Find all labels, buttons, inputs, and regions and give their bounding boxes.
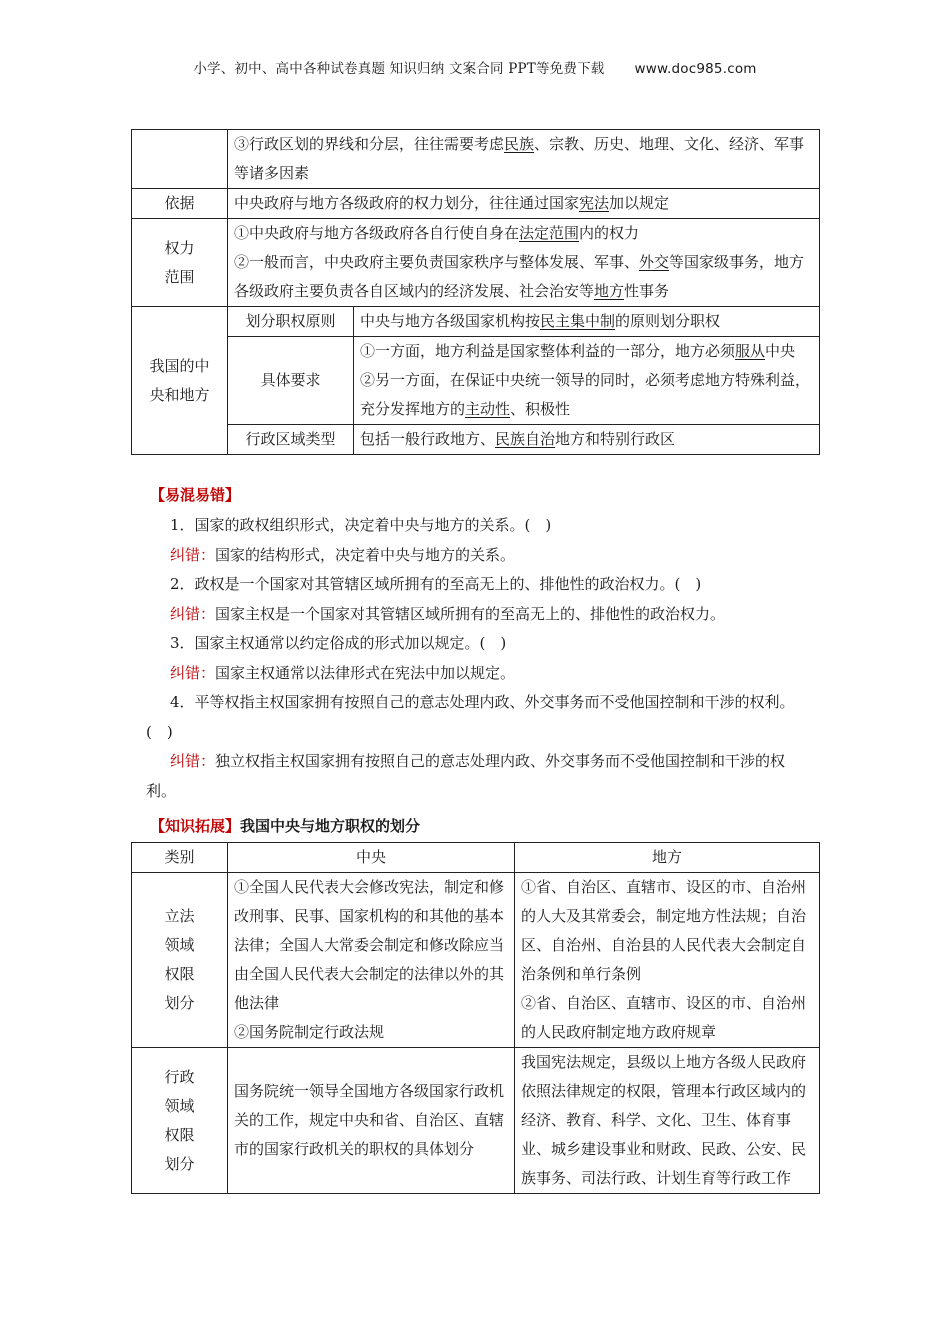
col-local: 地方 xyxy=(515,843,820,873)
basis-label: 依据 xyxy=(132,189,228,219)
scope-label: 权力 范围 xyxy=(132,219,228,307)
administrative-central: 国务院统一领导全国地方各级国家行政机关的工作，规定中央和省、自治区、直辖市的国家行政机关的职权的具体划分 xyxy=(228,1048,515,1194)
question-3: 3．国家主权通常以约定俗成的形式加以规定。( ) xyxy=(170,634,507,652)
question-1: 1．国家的政权组织形式，决定着中央与地方的关系。( ) xyxy=(170,516,552,534)
basis-cell: 中央政府与地方各级政府的权力划分，往往通过国家宪法加以规定 xyxy=(228,189,820,219)
col-central: 中央 xyxy=(228,843,515,873)
table-row xyxy=(132,189,820,219)
region-type-cell: 包括一般行政地方、民族自治地方和特别行政区 xyxy=(354,425,820,455)
page-header xyxy=(0,57,950,77)
question-4: 4．平等权指主权国家拥有按照自己的意志处理内政、外交事务而不受他国控制和干涉的权利。( ) xyxy=(146,693,795,741)
col-category: 类别 xyxy=(132,843,228,873)
table-row xyxy=(132,425,820,455)
division-table xyxy=(131,842,820,1194)
administrative-local: 我国宪法规定，县级以上地方各级人民政府依照法律规定的权限，管理本行政区域内的经济、教育、科学、文化、卫生、体育事业、城乡建设事业和财政、民政、公安、民族事务、司法行政、计划生育等行政工作 xyxy=(515,1048,820,1194)
table-row xyxy=(132,130,820,189)
correction-2: 纠错：国家主权是一个国家对其管辖区域所拥有的至高无上的、排他性的政治权力。 xyxy=(170,604,726,623)
correction-3: 纠错：国家主权通常以法律形式在宪法中加以规定。 xyxy=(170,663,516,682)
correction-4: 纠错：独立权指主权国家拥有按照自己的意志处理内政、外交事务而不受他国控制和干涉的权利。 xyxy=(146,752,786,800)
table-row xyxy=(132,307,820,337)
factors-cell: ③行政区划的界线和分层，往往需要考虑民族、宗教、历史、地理、文化、经济、军事等诸多因素 xyxy=(228,130,820,189)
requirement-label: 具体要求 xyxy=(228,337,354,425)
table-row xyxy=(132,873,820,1048)
table-row xyxy=(132,219,820,307)
principle-cell: 中央与地方各级国家机构按民主集中制的原则划分职权 xyxy=(354,307,820,337)
expansion-heading: 【知识拓展】我国中央与地方职权的划分 xyxy=(150,817,421,835)
header-text: 小学、初中、高中各种试卷真题 知识归纳 文案合同 PPT等免费下载 xyxy=(193,61,605,77)
china-label: 我国的中 央和地方 xyxy=(132,307,228,455)
table-row xyxy=(132,1048,820,1194)
question-2: 2．政权是一个国家对其管辖区域所拥有的至高无上的、排他性的政治权力。( ) xyxy=(170,575,702,593)
requirement-cell: ①一方面，地方利益是国家整体利益的一部分，地方必须服从中央 ②另一方面，在保证中央统一领导的同时，必须考虑地方特殊利益，充分发挥地方的主动性、积极性 xyxy=(354,337,820,425)
table-row xyxy=(132,337,820,425)
legislative-local: ①省、自治区、直辖市、设区的市、自治州的人大及其常委会，制定地方性法规；自治区、自治州、自治县的人民代表大会制定自治条例和单行条例 ②省、自治区、直辖市、设区的市、自治州的人民政府制定地方政府规章 xyxy=(515,873,820,1048)
administrative-label: 行政 领域 权限 划分 xyxy=(132,1048,228,1194)
confusion-heading: 【易混易错】 xyxy=(150,486,241,504)
legislative-central: ①全国人民代表大会修改宪法，制定和修改刑事、民事、国家机构的和其他的基本法律；全国人大常委会制定和修改除应当由全国人民代表大会制定的法律以外的其他法律 ②国务院制定行政法规 xyxy=(228,873,515,1048)
summary-table xyxy=(131,129,820,455)
legislative-label: 立法 领域 权限 划分 xyxy=(132,873,228,1048)
table-header-row xyxy=(132,843,820,873)
correction-1: 纠错：国家的结构形式，决定着中央与地方的关系。 xyxy=(170,545,516,564)
empty-cell xyxy=(132,130,228,189)
region-type-label: 行政区域类型 xyxy=(228,425,354,455)
principle-label: 划分职权原则 xyxy=(228,307,354,337)
confusion-list xyxy=(146,511,811,806)
header-url[interactable]: www.doc985.com xyxy=(634,61,757,77)
scope-cell: ①中央政府与地方各级政府各自行使自身在法定范围内的权力 ②一般而言，中央政府主要负责国家秩序与整体发展、军事、外交等国家级事务，地方各级政府主要负责各自区域内的经济发展、社会治安等地方性事务 xyxy=(228,219,820,307)
